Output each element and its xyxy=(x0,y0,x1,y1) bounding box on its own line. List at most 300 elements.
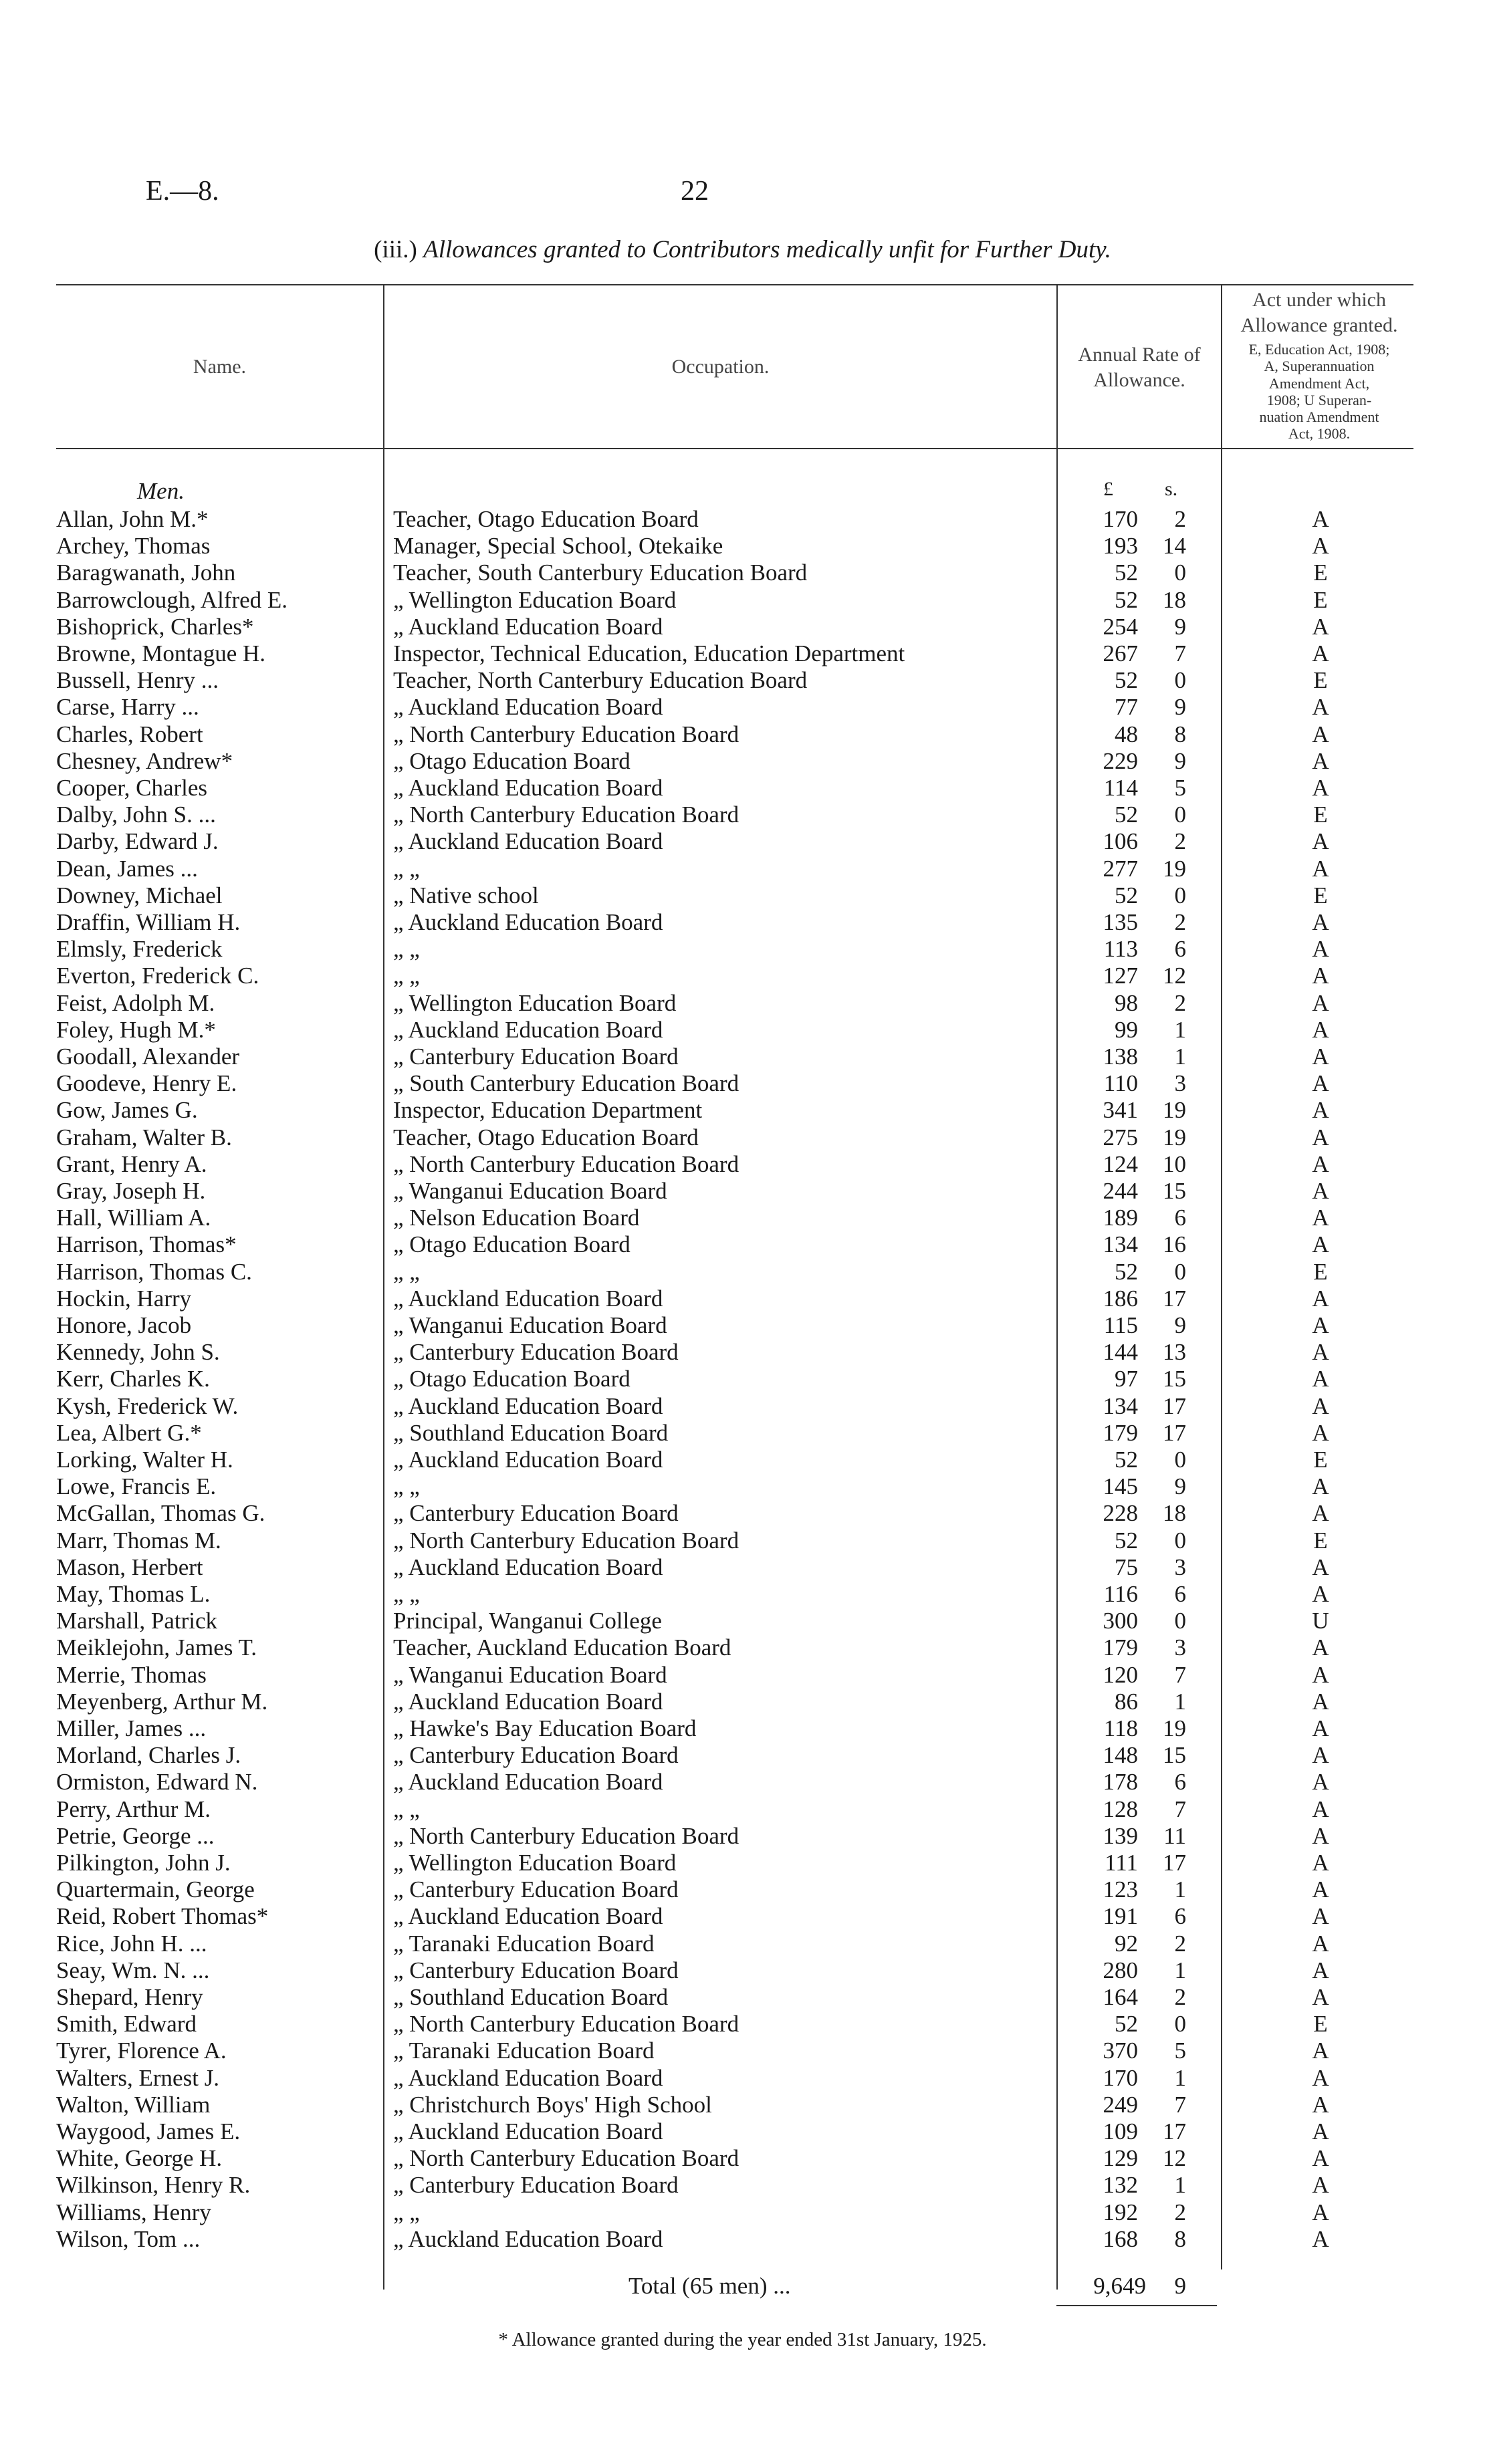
rate-shillings: 0 xyxy=(1174,560,1186,586)
rate-pounds: 134 xyxy=(1103,1392,1138,1419)
rate-shillings: 19 xyxy=(1163,1124,1186,1150)
total-rule xyxy=(1056,2305,1217,2306)
contributor-name: Lorking, Walter H. xyxy=(56,1447,233,1473)
contributor-name: Petrie, George ... xyxy=(56,1822,215,1849)
rate-pounds: 170 xyxy=(1103,2064,1138,2091)
occupation: „ South Canterbury Education Board xyxy=(393,1070,739,1097)
act-legend-line: Amendment Act, xyxy=(1268,374,1370,392)
act-code: A xyxy=(1312,1016,1329,1043)
contributor-name: Gray, Joseph H. xyxy=(56,1178,206,1204)
occupation: „ Auckland Education Board xyxy=(393,2064,663,2091)
rate-pounds: 135 xyxy=(1103,909,1138,935)
rate-pounds: 186 xyxy=(1103,1285,1138,1312)
contributor-name: Grant, Henry A. xyxy=(56,1150,207,1177)
rate-shillings: 16 xyxy=(1163,1231,1186,1258)
unit-shillings: s. xyxy=(1165,478,1178,500)
occupation: „ Native school xyxy=(393,882,539,908)
occupation: Teacher, Otago Education Board xyxy=(393,1124,699,1150)
occupation: „ Auckland Education Board xyxy=(393,828,663,855)
rate-shillings: 9 xyxy=(1174,1473,1186,1500)
act-code: A xyxy=(1312,1500,1329,1527)
title-prefix: (iii.) xyxy=(374,236,417,263)
table-row xyxy=(0,614,1485,640)
rate-pounds: 110 xyxy=(1103,1070,1138,1097)
act-code: A xyxy=(1312,1581,1329,1607)
act-code: A xyxy=(1312,936,1329,963)
rate-shillings: 8 xyxy=(1174,2225,1186,2252)
rate-pounds: 118 xyxy=(1103,1715,1138,1741)
total-shillings: 9 xyxy=(1174,2273,1186,2299)
table-row xyxy=(0,2145,1485,2172)
table-title xyxy=(0,235,1485,264)
act-code: A xyxy=(1312,2225,1329,2252)
occupation: „ „ xyxy=(393,2199,420,2225)
section-label-men: Men. xyxy=(137,478,185,504)
act-code: A xyxy=(1312,1473,1329,1500)
act-code: A xyxy=(1312,1957,1329,1983)
rate-shillings: 17 xyxy=(1163,2118,1186,2144)
contributor-name: Everton, Frederick C. xyxy=(56,963,259,989)
rate-shillings: 19 xyxy=(1163,1097,1186,1124)
table-row xyxy=(0,2118,1485,2145)
rate-shillings: 3 xyxy=(1174,1554,1186,1580)
table-row xyxy=(0,1259,1485,1285)
contributor-name: Marr, Thomas M. xyxy=(56,1527,221,1554)
table-row xyxy=(0,2172,1485,2199)
rate-pounds: 179 xyxy=(1103,1634,1138,1661)
occupation: „ Canterbury Education Board xyxy=(393,1742,679,1769)
rate-shillings: 12 xyxy=(1163,2145,1186,2172)
total-label: Total (65 men) ... xyxy=(629,2273,791,2299)
rate-pounds: 164 xyxy=(1103,1984,1138,2010)
act-code: A xyxy=(1312,855,1329,882)
table-row xyxy=(0,802,1485,828)
rate-pounds: 254 xyxy=(1103,613,1138,640)
rate-shillings: 9 xyxy=(1174,694,1186,721)
occupation: „ Auckland Education Board xyxy=(393,1285,663,1312)
rate-shillings: 1 xyxy=(1174,1957,1186,1983)
contributor-name: Charles, Robert xyxy=(56,721,203,747)
contributor-name: Harrison, Thomas C. xyxy=(56,1258,252,1285)
occupation: „ „ xyxy=(393,1473,420,1500)
contributor-name: Lowe, Francis E. xyxy=(56,1473,217,1500)
act-code: A xyxy=(1312,721,1329,747)
act-code: A xyxy=(1312,694,1329,721)
rate-shillings: 6 xyxy=(1174,936,1186,963)
rate-shillings: 1 xyxy=(1174,2064,1186,2091)
rate-pounds: 86 xyxy=(1115,1688,1138,1715)
rate-pounds: 138 xyxy=(1103,1043,1138,1070)
table-row xyxy=(0,1285,1485,1312)
rate-pounds: 116 xyxy=(1103,1581,1138,1607)
rate-pounds: 52 xyxy=(1115,2011,1138,2038)
contributor-name: Quartermain, George xyxy=(56,1876,255,1903)
contributor-name: Wilson, Tom ... xyxy=(56,2225,201,2252)
rate-shillings: 9 xyxy=(1174,747,1186,774)
rate-pounds: 92 xyxy=(1115,1930,1138,1957)
occupation: „ North Canterbury Education Board xyxy=(393,721,739,747)
rate-shillings: 1 xyxy=(1174,1876,1186,1903)
rate-pounds: 134 xyxy=(1103,1231,1138,1258)
rate-shillings: 5 xyxy=(1174,2038,1186,2064)
contributor-name: Kerr, Charles K. xyxy=(56,1366,210,1392)
table-row xyxy=(0,775,1485,802)
table-row xyxy=(0,2226,1485,2253)
contributor-name: Ormiston, Edward N. xyxy=(56,1769,258,1796)
rate-shillings: 0 xyxy=(1174,882,1186,908)
rate-shillings: 0 xyxy=(1174,2011,1186,2038)
rate-shillings: 15 xyxy=(1163,1178,1186,1204)
rate-shillings: 7 xyxy=(1174,640,1186,666)
act-code: E xyxy=(1313,1258,1328,1285)
table-row xyxy=(0,1070,1485,1097)
rate-shillings: 11 xyxy=(1163,1822,1186,1849)
occupation: „ Auckland Education Board xyxy=(393,1016,663,1043)
rate-shillings: 2 xyxy=(1174,2199,1186,2225)
act-code: A xyxy=(1312,747,1329,774)
act-code: A xyxy=(1312,1715,1329,1741)
rate-pounds: 124 xyxy=(1103,1150,1138,1177)
occupation: „ „ xyxy=(393,1581,420,1607)
rate-shillings: 6 xyxy=(1174,1581,1186,1607)
act-legend-line: E, Education Act, 1908; xyxy=(1248,341,1390,358)
table-row xyxy=(0,1500,1485,1527)
act-code: A xyxy=(1312,533,1329,560)
contributor-name: White, George H. xyxy=(56,2145,223,2172)
occupation: „ Auckland Education Board xyxy=(393,1769,663,1796)
rate-shillings: 13 xyxy=(1163,1339,1186,1366)
table-row xyxy=(0,1339,1485,1366)
occupation: „ Otago Education Board xyxy=(393,1231,631,1258)
act-code: A xyxy=(1312,2064,1329,2091)
act-code: A xyxy=(1312,1070,1329,1097)
contributor-name: Lea, Albert G.* xyxy=(56,1419,202,1446)
occupation: „ Nelson Education Board xyxy=(393,1205,640,1231)
contributor-name: Kennedy, John S. xyxy=(56,1339,220,1366)
act-code: E xyxy=(1313,667,1328,694)
occupation: „ Southland Education Board xyxy=(393,1984,669,2010)
unit-pounds: £ xyxy=(1103,478,1113,500)
act-code: E xyxy=(1313,882,1328,908)
act-code: E xyxy=(1313,1447,1328,1473)
occupation: „ „ xyxy=(393,1796,420,1822)
rate-pounds: 178 xyxy=(1103,1769,1138,1796)
occupation: „ „ xyxy=(393,1258,420,1285)
rate-pounds: 168 xyxy=(1103,2225,1138,2252)
contributor-name: Wilkinson, Henry R. xyxy=(56,2172,251,2199)
rate-pounds: 52 xyxy=(1115,802,1138,828)
rate-shillings: 1 xyxy=(1174,2172,1186,2199)
rate-pounds: 267 xyxy=(1103,640,1138,666)
act-code: E xyxy=(1313,802,1328,828)
rate-shillings: 6 xyxy=(1174,1769,1186,1796)
occupation: Inspector, Technical Education, Education Department xyxy=(393,640,905,666)
contributor-name: Harrison, Thomas* xyxy=(56,1231,237,1258)
rate-pounds: 75 xyxy=(1115,1554,1138,1580)
table-row xyxy=(0,1796,1485,1823)
rate-shillings: 3 xyxy=(1174,1070,1186,1097)
table-row xyxy=(0,1742,1485,1769)
column-header-occupation: Occupation. xyxy=(671,356,770,378)
act-code: A xyxy=(1312,1392,1329,1419)
occupation: „ Canterbury Education Board xyxy=(393,2172,679,2199)
rate-pounds: 139 xyxy=(1103,1822,1138,1849)
occupation: „ Canterbury Education Board xyxy=(393,1500,679,1527)
occupation: „ North Canterbury Education Board xyxy=(393,1527,739,1554)
rate-shillings: 19 xyxy=(1163,1715,1186,1741)
act-legend-line: Act, 1908. xyxy=(1288,425,1351,443)
act-code: A xyxy=(1312,1930,1329,1957)
contributor-name: Graham, Walter B. xyxy=(56,1124,232,1150)
contributor-name: Archey, Thomas xyxy=(56,533,211,560)
contributor-name: May, Thomas L. xyxy=(56,1581,211,1607)
contributor-name: Shepard, Henry xyxy=(56,1984,203,2010)
occupation: „ Wellington Education Board xyxy=(393,586,677,613)
rate-pounds: 275 xyxy=(1103,1124,1138,1150)
rate-pounds: 148 xyxy=(1103,1742,1138,1769)
act-code: A xyxy=(1312,1796,1329,1822)
rate-pounds: 191 xyxy=(1103,1903,1138,1930)
contributor-name: Goodall, Alexander xyxy=(56,1043,240,1070)
rate-pounds: 115 xyxy=(1103,1312,1138,1338)
occupation: „ Taranaki Education Board xyxy=(393,2038,655,2064)
table-row xyxy=(0,1876,1485,1903)
contributor-name: Mason, Herbert xyxy=(56,1554,203,1580)
rate-shillings: 0 xyxy=(1174,667,1186,694)
contributor-name: McGallan, Thomas G. xyxy=(56,1500,265,1527)
contributor-name: Smith, Edward xyxy=(56,2011,197,2038)
rate-shillings: 18 xyxy=(1163,586,1186,613)
contributor-name: Bishoprick, Charles* xyxy=(56,613,254,640)
footnote: * Allowance granted during the year ended 31st January, 1925. xyxy=(498,2329,987,2350)
rate-shillings: 5 xyxy=(1174,775,1186,801)
table-row xyxy=(0,1931,1485,1957)
table-row xyxy=(0,1017,1485,1043)
contributor-name: Carse, Harry ... xyxy=(56,694,199,721)
act-code: A xyxy=(1312,613,1329,640)
rate-shillings: 3 xyxy=(1174,1634,1186,1661)
act-code: A xyxy=(1312,1231,1329,1258)
occupation: „ Canterbury Education Board xyxy=(393,1876,679,1903)
contributor-name: Marshall, Patrick xyxy=(56,1608,218,1634)
rate-pounds: 99 xyxy=(1115,1016,1138,1043)
occupation: „ Auckland Education Board xyxy=(393,694,663,721)
occupation: „ Auckland Education Board xyxy=(393,1447,663,1473)
act-code: E xyxy=(1313,2011,1328,2038)
table-row xyxy=(0,1043,1485,1070)
table-row xyxy=(0,506,1485,533)
occupation: „ Auckland Education Board xyxy=(393,1903,663,1930)
rate-shillings: 2 xyxy=(1174,506,1186,532)
act-code: A xyxy=(1312,963,1329,989)
rate-pounds: 179 xyxy=(1103,1419,1138,1446)
contributor-name: Cooper, Charles xyxy=(56,775,208,801)
table-row xyxy=(0,1715,1485,1742)
rate-pounds: 52 xyxy=(1115,1527,1138,1554)
rate-shillings: 6 xyxy=(1174,1205,1186,1231)
act-code: A xyxy=(1312,506,1329,532)
table-row xyxy=(0,667,1485,694)
act-code: U xyxy=(1312,1608,1329,1634)
contributor-name: Rice, John H. ... xyxy=(56,1930,207,1957)
rate-pounds: 341 xyxy=(1103,1097,1138,1124)
contributor-name: Pilkington, John J. xyxy=(56,1850,231,1876)
act-code: A xyxy=(1312,1822,1329,1849)
table-row xyxy=(0,828,1485,855)
rate-pounds: 249 xyxy=(1103,2091,1138,2118)
act-code: A xyxy=(1312,2091,1329,2118)
rate-shillings: 0 xyxy=(1174,1527,1186,1554)
page-number: 22 xyxy=(681,176,709,207)
table-row xyxy=(0,1205,1485,1231)
occupation: „ „ xyxy=(393,855,420,882)
occupation: „ Auckland Education Board xyxy=(393,1392,663,1419)
rate-shillings: 10 xyxy=(1163,1150,1186,1177)
table-row xyxy=(0,748,1485,775)
table-row xyxy=(0,560,1485,586)
act-code: E xyxy=(1313,560,1328,586)
occupation: „ Auckland Education Board xyxy=(393,1554,663,1580)
occupation: „ Auckland Education Board xyxy=(393,775,663,801)
contributor-name: Waygood, James E. xyxy=(56,2118,241,2144)
occupation: „ Otago Education Board xyxy=(393,1366,631,1392)
contributor-name: Meiklejohn, James T. xyxy=(56,1634,257,1661)
act-code: A xyxy=(1312,2118,1329,2144)
table-row xyxy=(0,1850,1485,1876)
table-top-rule xyxy=(56,284,1413,285)
act-legend-line: A, Superannuation xyxy=(1264,358,1375,375)
rate-shillings: 19 xyxy=(1163,855,1186,882)
rate-pounds: 189 xyxy=(1103,1205,1138,1231)
act-code: A xyxy=(1312,1124,1329,1150)
table-row xyxy=(0,1124,1485,1151)
rate-shillings: 17 xyxy=(1163,1419,1186,1446)
table-row xyxy=(0,909,1485,936)
table-row xyxy=(0,990,1485,1017)
rate-shillings: 7 xyxy=(1174,1796,1186,1822)
act-code: A xyxy=(1312,1661,1329,1688)
rate-pounds: 77 xyxy=(1115,694,1138,721)
occupation: „ Auckland Education Board xyxy=(393,909,663,935)
table-row xyxy=(0,2011,1485,2038)
rate-shillings: 6 xyxy=(1174,1903,1186,1930)
rate-pounds: 277 xyxy=(1103,855,1138,882)
contributor-name: Walton, William xyxy=(56,2091,211,2118)
rate-shillings: 2 xyxy=(1174,989,1186,1016)
act-code: A xyxy=(1312,2172,1329,2199)
table-row xyxy=(0,1608,1485,1634)
table-row xyxy=(0,1231,1485,1258)
act-code: A xyxy=(1312,1419,1329,1446)
table-row xyxy=(0,1634,1485,1661)
rate-shillings: 9 xyxy=(1174,1312,1186,1338)
occupation: „ Wellington Education Board xyxy=(393,989,677,1016)
column-header-act: Act under which Allowance granted. xyxy=(1240,289,1398,336)
table-row xyxy=(0,1903,1485,1930)
table-row xyxy=(0,1312,1485,1339)
contributor-name: Dalby, John S. ... xyxy=(56,802,216,828)
act-code: A xyxy=(1312,1742,1329,1769)
contributor-name: Foley, Hugh M.* xyxy=(56,1016,216,1043)
act-code: A xyxy=(1312,1366,1329,1392)
act-code: A xyxy=(1312,1178,1329,1204)
rate-shillings: 17 xyxy=(1163,1285,1186,1312)
contributor-name: Dean, James ... xyxy=(56,855,198,882)
act-code: A xyxy=(1312,1097,1329,1124)
rate-pounds: 120 xyxy=(1103,1661,1138,1688)
rate-pounds: 280 xyxy=(1103,1957,1138,1983)
rate-shillings: 2 xyxy=(1174,828,1186,855)
act-legend-line: nuation Amendment xyxy=(1259,408,1379,426)
table-row xyxy=(0,963,1485,989)
contributor-name: Honore, Jacob xyxy=(56,1312,192,1338)
act-code: A xyxy=(1312,2199,1329,2225)
total-pounds: 9,649 xyxy=(1093,2273,1146,2299)
table-row xyxy=(0,1420,1485,1447)
act-code: A xyxy=(1312,1285,1329,1312)
title-text: Allowances granted to Contributors medically unfit for Further Duty. xyxy=(423,236,1111,263)
table-row xyxy=(0,1527,1485,1554)
rate-pounds: 128 xyxy=(1103,1796,1138,1822)
rate-pounds: 192 xyxy=(1103,2199,1138,2225)
occupation: „ Southland Education Board xyxy=(393,1419,669,1446)
rate-pounds: 98 xyxy=(1115,989,1138,1016)
rate-pounds: 97 xyxy=(1115,1366,1138,1392)
contributor-name: Gow, James G. xyxy=(56,1097,198,1124)
rate-pounds: 144 xyxy=(1103,1339,1138,1366)
contributor-name: Miller, James ... xyxy=(56,1715,207,1741)
act-code: A xyxy=(1312,989,1329,1016)
table-row xyxy=(0,856,1485,882)
table-row xyxy=(0,2065,1485,2092)
table-row xyxy=(0,1662,1485,1689)
rate-shillings: 2 xyxy=(1174,909,1186,935)
occupation: „ Auckland Education Board xyxy=(393,2118,663,2144)
rate-pounds: 370 xyxy=(1103,2038,1138,2064)
header-bottom-rule xyxy=(56,448,1413,449)
table-row xyxy=(0,882,1485,909)
table-row xyxy=(0,587,1485,614)
rate-pounds: 52 xyxy=(1115,882,1138,908)
act-code: E xyxy=(1313,1527,1328,1554)
rate-shillings: 17 xyxy=(1163,1392,1186,1419)
occupation: „ North Canterbury Education Board xyxy=(393,1150,739,1177)
contributor-name: Barrowclough, Alfred E. xyxy=(56,586,288,613)
rate-pounds: 170 xyxy=(1103,506,1138,532)
occupation: „ Wanganui Education Board xyxy=(393,1312,667,1338)
contributor-name: Reid, Robert Thomas* xyxy=(56,1903,269,1930)
table-row xyxy=(0,1769,1485,1796)
rate-pounds: 244 xyxy=(1103,1178,1138,1204)
rate-shillings: 0 xyxy=(1174,1608,1186,1634)
occupation: Teacher, Auckland Education Board xyxy=(393,1634,731,1661)
occupation: Teacher, Otago Education Board xyxy=(393,506,699,532)
rate-pounds: 127 xyxy=(1103,963,1138,989)
rate-pounds: 52 xyxy=(1115,667,1138,694)
contributor-name: Allan, John M.* xyxy=(56,506,209,532)
act-code: A xyxy=(1312,1876,1329,1903)
occupation: „ North Canterbury Education Board xyxy=(393,2011,739,2038)
occupation: Teacher, South Canterbury Education Board xyxy=(393,560,808,586)
rate-shillings: 1 xyxy=(1174,1688,1186,1715)
table-row xyxy=(0,1581,1485,1608)
rate-pounds: 52 xyxy=(1115,1258,1138,1285)
table-row xyxy=(0,2092,1485,2118)
rate-shillings: 14 xyxy=(1163,533,1186,560)
rate-shillings: 2 xyxy=(1174,1930,1186,1957)
contributor-name: Baragwanath, John xyxy=(56,560,236,586)
rate-pounds: 111 xyxy=(1105,1850,1138,1876)
